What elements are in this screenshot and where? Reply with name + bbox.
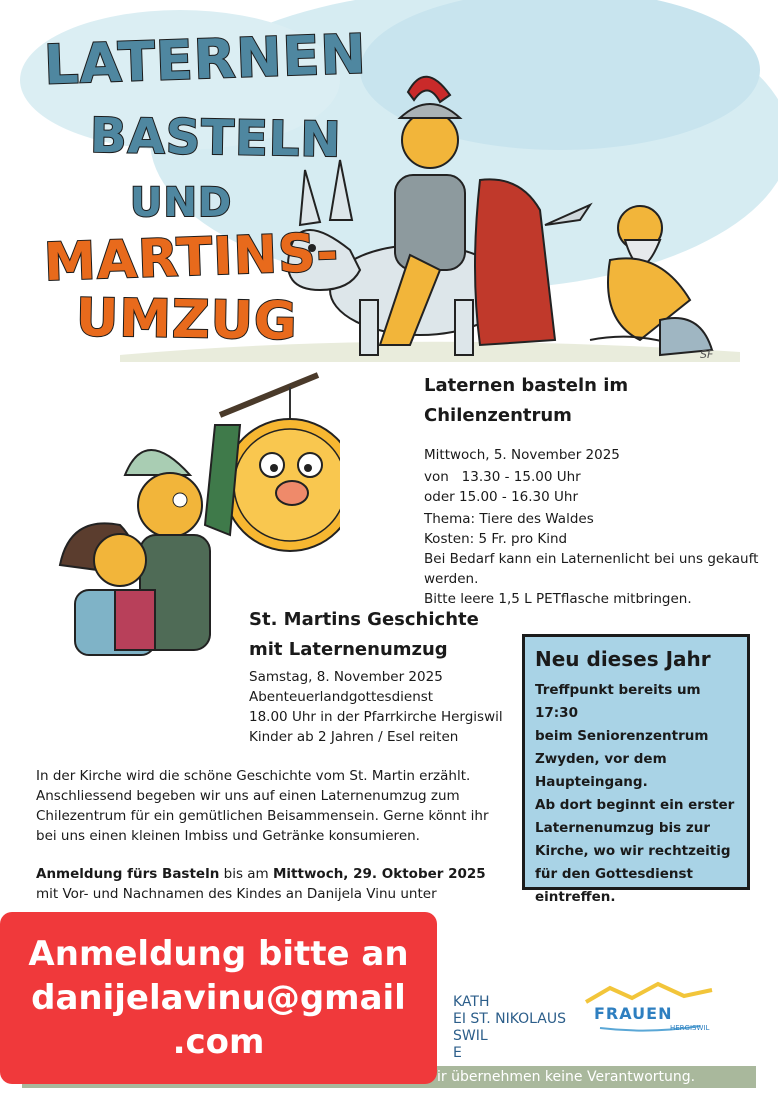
story-paragraph [36, 766, 489, 846]
new-line: Ab dort beginnt ein erster [535, 797, 735, 813]
parish-logo-line: E [453, 1045, 462, 1061]
frauen-logo [580, 980, 720, 1040]
registration-bold2: Mittwoch, 29. Oktober 2025 [272, 866, 486, 882]
story-line: Chilezentrum für ein gemütlichen Beisammensein. Gerne könnt ihr [36, 808, 489, 824]
title-line-basteln: BASTELN [89, 107, 343, 169]
basteln-heading-line2: Chilenzentrum [424, 405, 572, 426]
registration-paragraph [36, 864, 486, 904]
basteln-light-line2: werden. [424, 571, 479, 587]
basteln-time2: oder 15.00 - 16.30 Uhr [424, 489, 579, 505]
new-line: Haupteingang. [535, 774, 648, 790]
basteln-date: Mittwoch, 5. November 2025 [424, 447, 620, 463]
artist-signature: SF [700, 348, 714, 361]
martin-service: Abenteuerlandgottesdienst [249, 689, 434, 705]
basteln-light-line1: Bei Bedarf kann ein Laternenlicht bei uns gekauft [424, 551, 759, 567]
basteln-section [424, 371, 758, 609]
parish-logo-line: SWIL [453, 1028, 488, 1044]
new-line: Laternenumzug bis zur [535, 820, 711, 836]
parish-logo [453, 994, 566, 1062]
basteln-cost: Kosten: 5 Fr. pro Kind [424, 531, 568, 547]
banner-line1: Anmeldung bitte an [28, 934, 409, 974]
kid-girl-drawing [60, 523, 155, 655]
basteln-theme: Thema: Tiere des Waldes [424, 511, 594, 527]
parish-logo-line: EI ST. NIKOLAUS [453, 1011, 566, 1027]
martin-time-place: 18.00 Uhr in der Pfarrkirche Hergiswil [249, 709, 503, 725]
title-line-laternen: LATERNEN [42, 22, 368, 97]
story-line: In der Kirche wird die schöne Geschichte vom St. Martin erzählt. [36, 768, 471, 784]
basteln-heading-line1: Laternen basteln im [424, 375, 629, 396]
new-line: eintreffen. [535, 889, 616, 905]
new-line: Kirche, wo wir rechtzeitig [535, 843, 731, 859]
story-line: Anschliessend begeben wir uns auf einen Laternenumzug zum [36, 788, 460, 804]
sun-lantern-icon [224, 419, 340, 551]
frauen-logo-text: FRAUEN [594, 1004, 673, 1023]
frauen-logo-sub: HERGISWIL [670, 1024, 710, 1032]
title-line-umzug: UMZUG [75, 288, 299, 352]
banner-line2[interactable]: danijelavinu@gmail [31, 978, 406, 1018]
martin-section [249, 605, 503, 747]
martin-kids: Kinder ab 2 Jahren / Esel reiten [249, 729, 459, 745]
new-line: Zwyden, vor dem [535, 751, 667, 767]
martin-heading-line1: St. Martins Geschichte [249, 609, 479, 630]
new-this-year-box [522, 634, 750, 905]
registration-line2: mit Vor- und Nachnamen des Kindes an Danijela Vinu unter [36, 886, 437, 902]
title-line-und: UND [130, 180, 233, 226]
header-illustration [0, 0, 778, 372]
footer-disclaimer: ir übernehmen keine Verantwortung. [437, 1069, 696, 1085]
new-line: beim Seniorenzentrum [535, 728, 709, 744]
registration-bold1: Anmeldung fürs Basteln [36, 866, 220, 882]
registration-mid: bis am [219, 866, 273, 882]
basteln-time1: von 13.30 - 15.00 Uhr [424, 469, 581, 485]
parish-logo-line: KATH [453, 994, 490, 1010]
banner-line3: .com [172, 1022, 265, 1062]
basteln-bottle: Bitte leere 1,5 L PETflasche mitbringen. [424, 591, 692, 607]
new-line: für den Gottesdienst [535, 866, 693, 882]
new-this-year-title: Neu dieses Jahr [535, 647, 711, 671]
title-line-martins: MARTINS- [43, 222, 341, 294]
story-line: bei uns einen kleinen Imbiss und Getränke konsumieren. [36, 828, 420, 844]
martin-heading-line2: mit Laternenumzug [249, 639, 448, 660]
registration-banner [0, 912, 437, 1084]
martin-date: Samstag, 8. November 2025 [249, 669, 443, 685]
new-line: Treffpunkt bereits um 17:30 [535, 682, 701, 721]
